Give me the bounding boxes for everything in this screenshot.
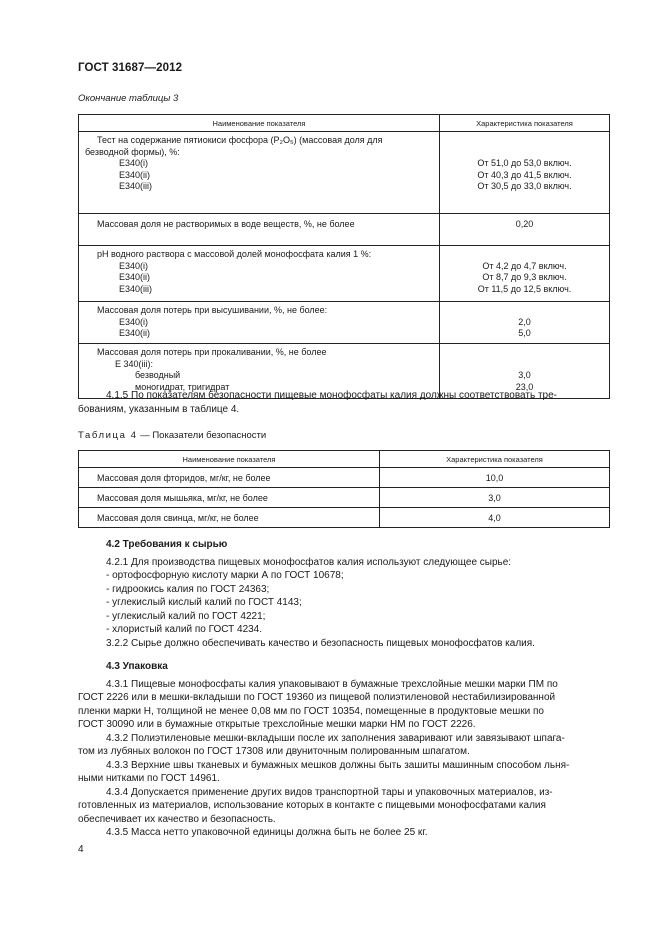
row-label: Массовая доля потерь при прокаливании, %, не более [97,347,327,357]
text-line: ГОСТ 30090 или в бумажные открытые трехслойные мешки марки НМ по ГОСТ 2226. [78,719,476,730]
row-label: Массовая доля мышьяка, мг/кг, не более [79,488,380,508]
row-label: безводной формы), %: [85,146,180,157]
row-label: E340(ii) [119,169,151,180]
list-item: - углекислый калий по ГОСТ 4221; [106,610,266,622]
row-value: От 51,0 до 53,0 включ. [477,158,572,168]
table3-caption: Окончание таблицы 3 [78,93,179,104]
table4-caption-label: Таблица 4 [78,430,138,441]
row-value: 23,0 [515,381,534,392]
text-line: 4.3.5 Масса нетто упаковочной единицы должна быть не более 25 кг. [106,827,428,838]
paragraph-4-1-5 [78,389,614,416]
row-label: E340(iii) [119,181,153,191]
text-line: готовленных из материалов, использование которых в контакте с пищевыми монофосфатами калия [78,800,546,811]
table-row [79,508,610,528]
row-label: E340(ii) [119,272,151,282]
table-3 [78,114,610,399]
row-value: 0,20 [515,219,534,229]
row-value: От 4,2 до 4,7 включ. [482,260,567,271]
text-line: обеспечивает их качество и безопасность. [78,813,276,825]
row-label: Массовая доля потерь при высушивании, %, не более: [97,305,328,315]
page-number: 4 [78,844,84,855]
text-line: ГОСТ 2226 или в мешки-вкладыши по ГОСТ 19360 из пищевой полиэтиленовой нестабилизированной [78,692,556,703]
row-value: 5,0 [518,328,531,338]
list-item: - углекислый кислый калий по ГОСТ 4143; [106,597,302,608]
row-label: E340(i) [119,158,149,168]
row-label: моногидрат, тригидрат [135,381,230,392]
row-label: E340(ii) [119,328,151,338]
table-row [79,468,610,488]
row-value: 3,0 [380,488,610,508]
row-value: 2,0 [518,316,531,327]
row-label: E340(iii) [119,283,153,294]
list-item: - хлористый калий по ГОСТ 4234. [106,624,263,635]
row-label: Массовая доля не растворимых в воде веществ, %, не более [97,219,355,229]
row-value: От 40,3 до 41,5 включ. [477,169,572,180]
list-item: - гидроокись калия по ГОСТ 24363; [106,583,270,595]
text-line: 4.3.1 Пищевые монофосфаты калия упаковывают в бумажные трехслойные мешки марки ПМ по [106,678,558,690]
table4-col2-header: Характеристика показателя [380,451,610,468]
text-line: 4.3.2 Полиэтиленовые мешки-вкладыши после их заполнения заваривают или завязывают шпага- [106,732,565,744]
section-4-2 [78,538,614,650]
document-header: ГОСТ 31687—2012 [78,62,183,74]
table4-col1-header: Наименование показателя [79,451,380,468]
table-row [79,488,610,508]
text-line: бованиям, указанным в таблице 4. [78,403,240,415]
row-label: Массовая доля фторидов, мг/кг, не более [79,468,380,488]
row-value: 4,0 [380,508,610,528]
section-heading: 4.3 Упаковка [106,661,168,672]
row-label: Массовая доля свинца, мг/кг, не более [79,508,380,528]
row-value: 3,0 [518,370,531,380]
row-value: 10,0 [380,468,610,488]
list-item: - ортофосфорную кислоту марки А по ГОСТ 10678; [106,570,344,581]
section-heading: 4.2 Требования к сырью [106,539,228,550]
text-line: 4.1.5 По показателям безопасности пищевые монофосфаты калия должны соответствовать тре- [106,390,557,401]
text-line: 4.3.3 Верхние швы тканевых и бумажных мешков должны быть зашиты машинным способом льня- [106,759,570,771]
text-line: 4.2.1 Для производства пищевых монофосфатов калия используют следующее сырье: [106,556,512,568]
row-label: pH водного раствора с массовой долей монофосфата калия 1 %: [97,249,372,259]
row-label: E340(i) [119,260,149,271]
table3-col2-header: Характеристика показателя [440,115,610,132]
text-line: 3.2.2 Сырье должно обеспечивать качество и безопасность пищевых монофосфатов калия. [106,637,535,649]
row-label: Тест на содержание пятиокиси фосфора (P₂O₅) (массовая доля для [97,135,383,145]
text-line: 4.3.4 Допускается применение других видов транспортной тары и упаковочных материалов, из- [106,786,553,798]
row-label: E340(i) [119,316,149,327]
table-row [79,246,610,302]
row-value: От 11,5 до 12,5 включ. [477,283,572,294]
text-line: пленки марки Н, толщиной не менее 0,08 мм по ГОСТ 10354, помещенные в продуктовые мешки по [78,705,544,717]
table-row [79,214,610,246]
table3-col1-header: Наименование показателя [79,115,440,132]
row-value: От 30,5 до 33,0 включ. [477,181,572,191]
row-label: E 340(iii): [115,358,154,369]
table-row [79,132,610,214]
table4-caption-text: — Показатели безопасности [140,430,267,441]
text-line: том из лубяных волокон по ГОСТ 17308 или двуниточным полированным шпагатом. [78,746,470,757]
table-4 [78,450,610,528]
row-label: безводный [135,370,181,380]
row-value: От 8,7 до 9,3 включ. [482,272,567,282]
table4-caption [78,430,266,441]
section-4-3 [78,660,614,840]
text-line: ными нитками по ГОСТ 14961. [78,773,220,784]
table-row [79,302,610,344]
